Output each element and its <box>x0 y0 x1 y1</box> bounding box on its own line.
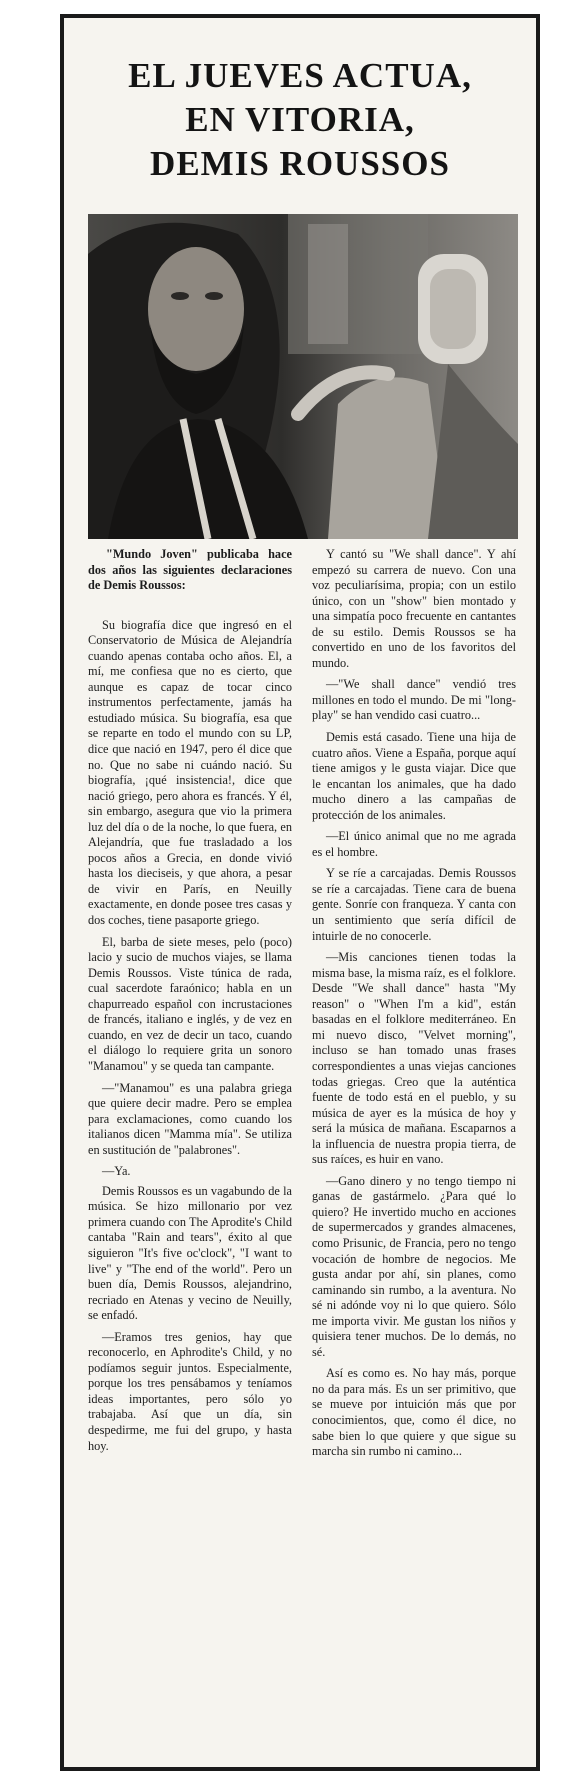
body-paragraph: Demis está casado. Tiene una hija de cuatro años. Viene a España, porque aquí tiene amigos y le gusta viajar. Dice que le encantan los animales, que ha dado mucho dinero a las campañas de protección de los animales. <box>312 730 516 822</box>
body-paragraph: —Gano dinero y no tengo tiempo ni ganas de gastármelo. ¿Para qué lo quiero? He invertido mucho en acciones de supermercados y grandes almacenes, como Prisunic, de Francia, pero no tengo vocación de hombre de negocios. Me gusta andar por ahí, sin planes, como caminando sin rumbo, a la aventura. No sé ni adónde voy ni lo que quiero. Sólo me importa vivir. Me gustan los niños y quisiera tener muchos. De lo demás, no sé. <box>312 1173 516 1359</box>
headline-line-3: DEMIS ROUSSOS <box>150 144 450 183</box>
body-paragraph: —Mis canciones tienen todas la misma base, la misma raíz, es el folklore. Desde "We shall dance" hasta "My reason" o "When I'm a kid", están basadas en el folklore mediterráneo. En mi nuevo disco, "Velvet morning", incluso se han tomado unas frases correspondientes a unas viejas canciones todas griegas. Creo que la auténtica fuente de todo está en el pueblo, y su música de ayer es la música de hoy y será la música de mañana. Escaparnos a la influencia de nuestra propia tierra, de sus raíces, es huir en vano. <box>312 950 516 1167</box>
intro-paragraph: "Mundo Joven" publicaba hace dos años las siguientes declaraciones de Demis Roussos: <box>88 547 292 593</box>
body-paragraph: —Eramos tres genios, hay que reconocerlo, en Aphrodite's Child, y no podíamos seguir juntos. Especialmente, porque los tres pensábamos y teníamos ideas importantes, pero sólo yo trabajaba. Así que un día, sin despedirme, me fui del grupo, y hasta hoy. <box>88 1329 292 1453</box>
headline-line-2: EN VITORIA, <box>185 100 415 139</box>
headline-line-1: EL JUEVES ACTUA, <box>128 56 472 95</box>
body-paragraph: —"Manamou" es una palabra griega que quiere decir madre. Pero se emplea para exclamaciones, como cuando los italianos dicen "Mamma mía". Se utiliza en sustitución de "palabrones". <box>88 1080 292 1157</box>
photo-illustration <box>88 214 518 539</box>
column-right <box>312 547 516 1466</box>
body-paragraph: —Ya. <box>102 1164 131 1179</box>
body-paragraph: Y se ríe a carcajadas. Demis Roussos se ríe a carcajadas. Tiene cara de buena gente. Sonríe con franqueza. Y canta con un sentimiento que sería difícil de intuirle de no conocerle. <box>312 866 516 943</box>
headline <box>64 54 536 186</box>
body-paragraph: —El único animal que no me agrada es el hombre. <box>312 829 516 859</box>
body-paragraph: El, barba de siete meses, pelo (poco) lacio y sucio de muchos viajes, se llama Demis Roussos. Viste túnica de rada, cual sacerdote faraónico; habla en un chapurreado español con incrustaciones de francés, italiano e inglés, y de vez en cuando, en vez de decir un taco, cuando el diálogo lo requiere grita un sonoro "Manamou" y se queda tan campante. <box>88 934 292 1073</box>
body-paragraph: —"We shall dance" vendió tres millones en todo el mundo. De mi "long-play" se han vendido casi cuatro... <box>312 677 516 723</box>
body-paragraph: Y cantó su "We shall dance". Y ahí empezó su carrera de nuevo. Con una voz peculiarísima, propia; con un estilo único, con un "show" bien montado y una simpatía poco frecuente en cantantes de su estilo. Demis Roussos se ha convertido en uno de los favoritos del mundo. <box>312 547 516 670</box>
article-frame <box>60 14 540 1771</box>
article-photo <box>88 214 518 539</box>
body-paragraph: Así es como es. No hay más, porque no da para más. Es un ser primitivo, que se mueve por intuición más que por conocimientos, que, como él dice, no sabe bien lo que quiere y que sigue su marcha sin rumbo ni camino... <box>312 1366 516 1459</box>
body-paragraph: Demis Roussos es un vagabundo de la música. Se hizo millonario por vez primera cuando con The Aprodite's Child cantaba "Rain and tears", éxito al que siguieron "It's five oc'clock", "I want to live" y "The end of the world". Pero un buen día, Demis Roussos, alejandrino, recriado en Atenas y vecino de Neuilly, se enfadó. <box>88 1183 292 1323</box>
body-paragraph: Su biografía dice que ingresó en el Conservatorio de Música de Alejandría cuando apenas contaba ocho años. El, a mí, me confiesa que no es cierto, que aunque es capaz de tocar cinco instrumentos perfectamente, jamás ha estudiado música. Su biografía, esa que se reparte en todo el mundo con su LP, dice que nació en 1947, pero él dice que no. Que no sabe ni cuándo nació. Su biografía, ¡qué insistencia!, dice que nació griego, pero ahora es francés. Y él, sin embargo, asegura que vio la primera luz del día o de la noche, lo que fuera, en Alejandría, que fue trasladado a los pocos años a Grecia, en donde vivió hasta los dieciseis, y que ahora, a pesar de vivir en París, en Neuilly exactamente, en donde posee tres casas y dos coches, tiene pasaporte griego. <box>88 617 292 928</box>
column-left <box>88 547 292 1460</box>
